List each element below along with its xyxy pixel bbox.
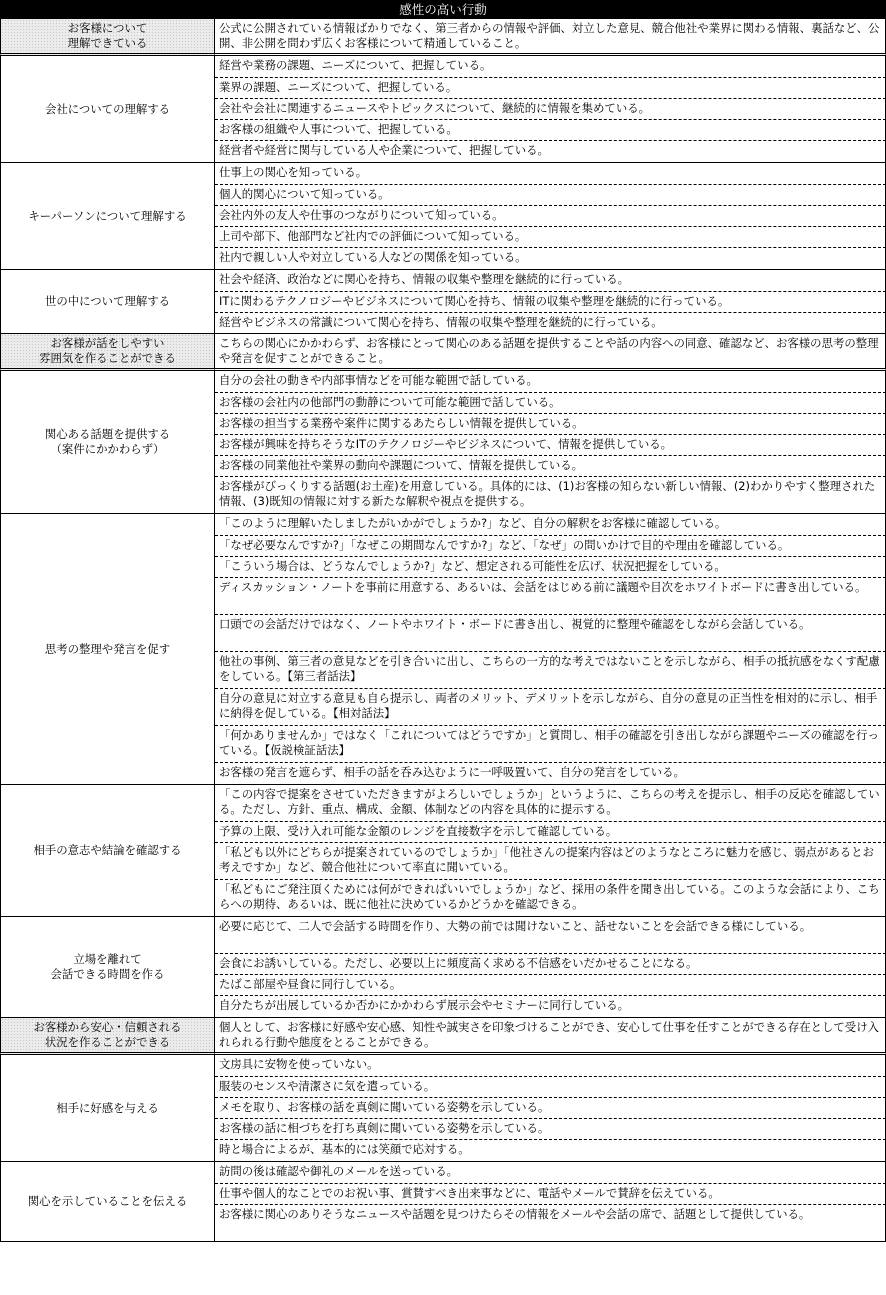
behavior-item: 「私どもにご発注頂くためには何ができればいいでしょうか」など、採用の条件を聞き出している。このような会話により、こちらへの期待、あるいは、既に他社に決めているかどうかを確認できる。	[215, 880, 886, 917]
behavior-item: たばこ部屋や昼食に同行している。	[215, 975, 886, 996]
behavior-item: 経営者や経営に関与している人や企業について、把握している。	[215, 141, 886, 163]
behavior-item: 「このように理解いたしましたがいかがでしょうか?」など、自分の解釈をお客様に確認している。	[215, 514, 886, 536]
behavior-item: 「私ども以外にどちらが提案されているのでしょうか」「他社さんの提案内容はどのようなところに魅力を感じ、弱点があるとお考えですか」など、競合他社について率直に聞いている。	[215, 843, 886, 880]
section-description: こちらの関心にかかわらず、お客様にとって関心のある話題を提供することや話の内容への同意、確認など、お客様の思考の整理や発言を促すことができること。	[215, 334, 886, 371]
section-heading: お客様について 理解できている	[0, 19, 215, 56]
behavior-item: ディスカッション・ノートを事前に用意する、あるいは、会話をはじめる前に議題や目次をホワイトボードに書き出している。	[215, 578, 886, 615]
category-label: キーパーソンについて理解する	[0, 163, 215, 270]
behavior-item: ITに関わるテクノロジーやビジネスについて関心を持ち、情報の収集や整理を継続的に行っている。	[215, 292, 886, 313]
behavior-item: 会社や会社に関連するニュースやトピックスについて、継続的に情報を集めている。	[215, 99, 886, 120]
behavior-item: 文房具に安物を使っていない。	[215, 1055, 886, 1077]
behavior-item: 「何かありませんか」ではなく「これについてはどうですか」と質問し、相手の確認を引き出しながら課題やニーズの確認を行っている。【仮説検証話法】	[215, 726, 886, 763]
behavior-item: お客様が興味を持ちそうなITのテクノロジーやビジネスについて、情報を提供している。	[215, 435, 886, 456]
section-heading: お客様から安心・信頼される 状況を作ることができる	[0, 1018, 215, 1055]
behavior-item: お客様の担当する業務や案件に関するあたらしい情報を提供している。	[215, 414, 886, 435]
section-description: 公式に公開されている情報ばかりでなく、第三者からの情報や評価、対立した意見、競合他社や業界に関わる情報、裏話など、公開、非公開を問わず広くお客様について精通していること。	[215, 19, 886, 56]
category-label: 思考の整理や発言を促す	[0, 514, 215, 785]
category-label: 会社についての理解する	[0, 56, 215, 163]
behavior-item: 業界の課題、ニーズについて、把握している。	[215, 78, 886, 99]
behavior-item: 「なぜ必要なんですか?」「なぜこの期間なんですか?」など、「なぜ」の問いかけで目的や理由を確認している。	[215, 536, 886, 557]
behavior-item: 社会や経済、政治などに関心を持ち、情報の収集や整理を継続的に行っている。	[215, 270, 886, 292]
behavior-item: 会社内外の友人や仕事のつながりについて知っている。	[215, 206, 886, 227]
behavior-item: 時と場合によるが、基本的には笑顔で応対する。	[215, 1140, 886, 1162]
section-description: 個人として、お客様に好感や安心感、知性や誠実さを印象づけることができ、安心して仕事を任すことができる存在として受け入れられる行動や態度をとることができる。	[215, 1018, 886, 1055]
behavior-item: 服装のセンスや清潔さに気を遣っている。	[215, 1077, 886, 1098]
table-title: 感性の高い行動	[0, 0, 886, 19]
section-heading: お客様が話をしやすい 雰囲気を作ることができる	[0, 334, 215, 371]
behavior-item: 経営や業務の課題、ニーズについて、把握している。	[215, 56, 886, 78]
behavior-item: 上司や部下、他部門など社内での評価について知っている。	[215, 227, 886, 248]
behavior-item: 自分の会社の動きや内部事情などを可能な範囲で話している。	[215, 371, 886, 393]
behavior-item: 「こういう場合は、どうなんでしょうか?」など、想定される可能性を広げ、状況把握をしている。	[215, 557, 886, 578]
behavior-item: メモを取り、お客様の話を真剣に聞いている姿勢を示している。	[215, 1098, 886, 1119]
category-label: 立場を離れて 会話できる時間を作る	[0, 917, 215, 1018]
behavior-item: お客様がびっくりする話題(お土産)を用意している。具体的には、(1)お客様の知らない新しい情報、(2)わかりやすく整理された情報、(3)既知の情報に対する新たな解釈や視点を提供する。	[215, 477, 886, 514]
behavior-item: 個人的関心について知っている。	[215, 185, 886, 206]
category-label: 世の中について理解する	[0, 270, 215, 334]
category-label: 相手に好感を与える	[0, 1055, 215, 1162]
behavior-item: お客様の話に相づちを打ち真剣に聞いている姿勢を示している。	[215, 1119, 886, 1140]
behavior-item: 社内で親しい人や対立している人などの関係を知っている。	[215, 248, 886, 270]
behavior-item: お客様の同業他社や業界の動向や課題について、情報を提供している。	[215, 456, 886, 477]
behavior-item: 仕事や個人的なことでのお祝い事、賞賛すべき出来事などに、電話やメールで賛辞を伝えている。	[215, 1184, 886, 1205]
category-label: 関心を示していることを伝える	[0, 1162, 215, 1242]
behavior-item: 自分の意見に対立する意見も自ら提示し、両者のメリット、デメリットを示しながら、自分の意見の正当性を相対的に示し、相手に納得を促している。【相対話法】	[215, 689, 886, 726]
behavior-item: 訪問の後は確認や御礼のメールを送っている。	[215, 1162, 886, 1184]
behavior-item: お客様に関心のありそうなニュースや話題を見つけたらその情報をメールや会話の席で、話題として提供している。	[215, 1205, 886, 1242]
behavior-item: 予算の上限、受け入れ可能な金額のレンジを直接数字を示して確認している。	[215, 822, 886, 843]
behavior-item: 経営やビジネスの常識について関心を持ち、情報の収集や整理を継続的に行っている。	[215, 313, 886, 334]
behavior-item: 「この内容で提案をさせていただきますがよろしいでしょうか」というように、こちらの考えを提示し、相手の反応を確認している。ただし、方針、重点、構成、金額、体制などの内容を具体的に提示する。	[215, 785, 886, 822]
behavior-item: 会食にお誘いしている。ただし、必要以上に頻度高く求める不信感をいだかせることになる。	[215, 954, 886, 975]
behavior-item: 自分たちが出展しているか否かにかかわらず展示会やセミナーに同行している。	[215, 996, 886, 1018]
behavior-item: 他社の事例、第三者の意見などを引き合いに出し、こちらの一方的な考えではないことを示しながら、相手の抵抗感をなくす配慮をしている。【第三者話法】	[215, 652, 886, 689]
behavior-item: お客様の会社内の他部門の動静について可能な範囲で話している。	[215, 393, 886, 414]
behavior-item: 必要に応じて、二人で会話する時間を作り、大勢の前では聞けないこと、話せないことを会話できる様にしている。	[215, 917, 886, 954]
behavior-item: お客様の組織や人事について、把握している。	[215, 120, 886, 141]
category-label: 関心ある話題を提供する （案件にかかわらず）	[0, 371, 215, 514]
behavior-item: 口頭での会話だけではなく、ノートやホワイト・ボードに書き出し、視覚的に整理や確認をしながら会話している。	[215, 615, 886, 652]
category-label: 相手の意志や結論を確認する	[0, 785, 215, 917]
behavior-item: お客様の発言を遮らず、相手の話を呑み込むように一呼吸置いて、自分の発言をしている。	[215, 763, 886, 785]
behavior-item: 仕事上の関心を知っている。	[215, 163, 886, 185]
